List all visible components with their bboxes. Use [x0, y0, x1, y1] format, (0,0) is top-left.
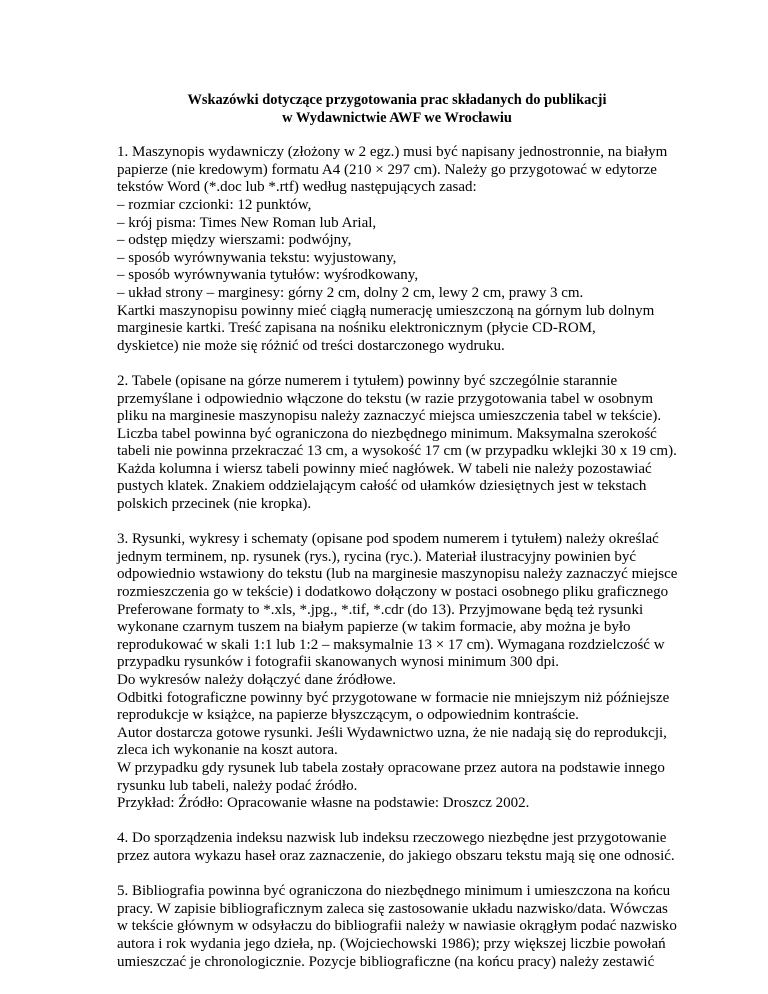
- text-line: umieszczać je chronologicznie. Pozycje bibliograficzne (na końcu pracy) należy zestawić: [117, 953, 655, 970]
- text-line: – układ strony – marginesy: górny 2 cm, dolny 2 cm, lewy 2 cm, prawy 3 cm.: [117, 284, 584, 301]
- text-line: 4. Do sporządzenia indeksu nazwisk lub indeksu rzeczowego niezbędne jest przygotowanie: [117, 830, 667, 847]
- text-line: pustych klatek. Znakiem oddzielającym całość od ułamków dziesiętnych jest w tekstach: [117, 478, 647, 495]
- text-line: Liczba tabel powinna być ograniczona do niezbędnego minimum. Maksymalna szerokość: [117, 425, 657, 442]
- text-line: Do wykresów należy dołączyć dane źródłowe.: [117, 672, 397, 688]
- paragraph-3: [117, 531, 677, 813]
- text-line: przez autora wykazu haseł oraz zaznaczenie, do jakiego obszaru tekstu mają się one odnosić.: [117, 847, 675, 864]
- text-line: pliku na marginesie maszynopisu należy zaznaczyć miejsca umieszczenia tabel w tekście).: [117, 408, 662, 425]
- text-line: – odstęp między wierszami: podwójny,: [117, 232, 352, 249]
- text-line: zleca ich wykonanie na koszt autora.: [117, 742, 338, 759]
- text-line: rysunku lub tabeli, należy podać źródło.: [117, 777, 358, 794]
- text-line: 3. Rysunki, wykresy i schematy (opisane pod spodem numerem i tytułem) należy określać: [117, 531, 659, 548]
- text-line: 1. Maszynopis wydawniczy (złożony w 2 egz.) musi być napisany jednostronnie, na białym: [117, 144, 668, 161]
- text-line: – krój pisma: Times New Roman lub Arial,: [117, 214, 377, 231]
- text-line: reprodukcje w książce, na papierze błyszczącym, o odpowiednim kontraście.: [117, 707, 579, 724]
- text-line: tekstów Word (*.doc lub *.rtf) według następujących zasad:: [117, 179, 477, 196]
- title-line-1: Wskazówki dotyczące przygotowania prac składanych do publikacji: [187, 92, 607, 108]
- text-line: Każda kolumna i wiersz tabeli powinny mieć nagłówek. W tabeli nie należy pozostawiać: [117, 460, 652, 477]
- text-line: pracy. W zapisie bibliograficznym zaleca się zastosowanie układu nazwisko/data. Wówczas: [117, 900, 668, 917]
- text-line: Autor dostarcza gotowe rysunki. Jeśli Wydawnictwo uzna, że nie nadają się do reprodukcji,: [117, 724, 667, 741]
- document-page: [117, 92, 677, 989]
- text-line: przypadku rysunków i fotografii skanowanych wynosi minimum 300 dpi.: [117, 654, 560, 671]
- text-line: dyskietce) nie może się różnić od treści dostarczonego wydruku.: [117, 337, 505, 354]
- paragraph-4: [117, 830, 677, 865]
- text-line: – sposób wyrównywania tytułów: wyśrodkowany,: [117, 267, 419, 284]
- text-line: – rozmiar czcionki: 12 punktów,: [117, 196, 312, 213]
- text-line: rozmieszczenia go w tekście) i dodatkowo dołączony w postaci osobnego pliku graficznego: [117, 584, 669, 601]
- paragraph-5: [117, 883, 677, 971]
- text-line: odpowiednio wstawiony do tekstu (lub na marginesie maszynopisu należy zaznaczyć miejsce: [117, 566, 678, 583]
- text-line: Odbitki fotograficzne powinny być przygotowane w formacie nie mniejszym niż późniejsze: [117, 689, 670, 706]
- text-line: wykonane czarnym tuszem na białym papierze (w takim formacie, aby można je było: [117, 619, 631, 636]
- text-line: Preferowane formaty to *.xls, *.jpg., *.tif, *.cdr (do 13). Przyjmowane będą też rysunki: [117, 601, 644, 618]
- text-line: papierze (nie kredowym) formatu A4 (210 × 297 cm). Należy go przygotować w edytorze: [117, 161, 657, 178]
- text-line: 2. Tabele (opisane na górze numerem i tytułem) powinny być szczególnie starannie: [117, 372, 618, 389]
- text-line: – sposób wyrównywania tekstu: wyjustowany,: [117, 249, 397, 266]
- text-line: Przykład: Źródło: Opracowanie własne na podstawie: Droszcz 2002.: [117, 795, 530, 812]
- text-line: reprodukować w skali 1:1 lub 1:2 – maksymalnie 13 × 17 cm). Wymagana rozdzielczość w: [117, 636, 665, 653]
- document-title: [117, 92, 677, 127]
- text-line: polskich przecinek (nie kropka).: [117, 496, 312, 513]
- text-line: autora i rok wydania jego dzieła, np. (Wojciechowski 1986); przy większej liczbie powołań: [117, 935, 666, 952]
- document-body: [117, 144, 677, 971]
- paragraph-2: [117, 373, 677, 514]
- text-line: Kartki maszynopisu powinny mieć ciągłą numerację umieszczoną na górnym lub dolnym: [117, 302, 655, 319]
- text-line: 5. Bibliografia powinna być ograniczona do niezbędnego minimum i umieszczona na końcu: [117, 883, 671, 900]
- title-line-2: w Wydawnictwie AWF we Wrocławiu: [282, 109, 512, 126]
- text-line: tabeli nie powinna przekraczać 13 cm, a wysokość 17 cm (w przypadku wklejki 30 x 19 cm).: [117, 443, 677, 460]
- text-line: w tekście głównym w odsyłaczu do bibliografii należy w nawiasie okrągłym podać nazwisko: [117, 918, 677, 935]
- paragraph-1: [117, 144, 677, 355]
- text-line: marginesie kartki. Treść zapisana na nośniku elektronicznym (płycie CD-ROM,: [117, 320, 596, 337]
- text-line: przemyślane i odpowiednio włączone do tekstu (w razie przygotowania tabel w osobnym: [117, 390, 654, 407]
- text-line: W przypadku gdy rysunek lub tabela zostały opracowane przez autora na podstawie innego: [117, 759, 665, 776]
- text-line: jednym terminem, np. rysunek (rys.), rycina (ryc.). Materiał ilustracyjny powinien być: [117, 548, 637, 565]
